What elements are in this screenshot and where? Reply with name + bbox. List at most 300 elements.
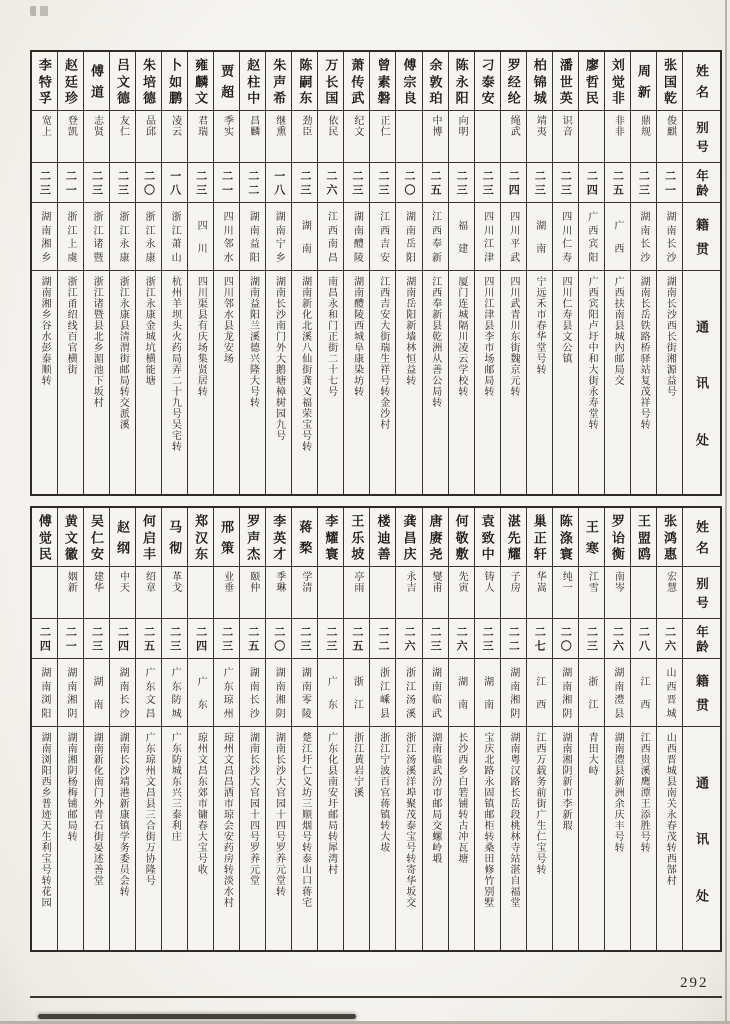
address-cell: 湖南长沙大官园十四号罗养元堂转 xyxy=(266,726,291,950)
person-column xyxy=(422,508,448,950)
alias-cell xyxy=(188,566,213,618)
age-cell: 二 一 xyxy=(214,162,239,202)
alias-cell xyxy=(396,110,421,162)
address-cell: 广东防城东兴三泰利庄 xyxy=(162,726,187,950)
native-place-cell: 广 西 宾 阳 xyxy=(579,202,604,270)
person-column xyxy=(552,52,578,494)
name-cell: 黄 文 徽 xyxy=(62,514,78,560)
name-cell: 曾 素 磐 xyxy=(375,58,391,104)
native-place-cell: 湖 南 醴 陵 xyxy=(344,202,369,270)
age-cell: 二 二 xyxy=(240,162,265,202)
native-place-cell: 广 东 xyxy=(318,658,343,726)
name-cell: 刘 觉 非 xyxy=(609,58,625,104)
person-column xyxy=(343,508,369,950)
native-place-cell: 浙 江 xyxy=(344,658,369,726)
alias-cell: 革戈 xyxy=(162,566,187,618)
age-cell: 二 三 xyxy=(318,618,343,658)
age-cell: 二 五 xyxy=(344,618,369,658)
alias-cell xyxy=(579,110,604,162)
name-cell: 王 乐 坡 xyxy=(349,514,365,560)
address-cell: 南昌永和门正街二十七号 xyxy=(318,270,343,494)
name-cell: 万 长 国 xyxy=(323,58,339,104)
age-cell: 二 三 xyxy=(449,162,474,202)
person-column xyxy=(526,508,552,950)
age-cell: 二 五 xyxy=(240,618,265,658)
address-cell: 浙江诸暨县北乡湄池下坂村 xyxy=(84,270,109,494)
alias-cell: 纯一 xyxy=(553,566,578,618)
alias-cell xyxy=(631,566,656,618)
native-place-cell: 广 东 琼 州 xyxy=(214,658,239,726)
age-cell: 二 四 xyxy=(32,618,57,658)
scan-artifact-bottom-streak xyxy=(38,1014,356,1019)
person-column xyxy=(109,52,135,494)
name-cell: 郑 汉 东 xyxy=(193,514,209,560)
person-column xyxy=(83,508,109,950)
person-column xyxy=(187,52,213,494)
native-place-cell: 四 川 仁 寿 xyxy=(553,202,578,270)
alias-cell: 江雪 xyxy=(579,566,604,618)
person-column xyxy=(552,508,578,950)
alias-cell: 绳武 xyxy=(501,110,526,162)
name-cell: 湛 先 耀 xyxy=(505,514,521,560)
person-column xyxy=(265,52,291,494)
person-column xyxy=(369,52,395,494)
person-column xyxy=(604,508,630,950)
address-cell: 湖南湘阴新市李新瑕 xyxy=(553,726,578,950)
person-column xyxy=(422,52,448,494)
age-cell: 二 〇 xyxy=(553,618,578,658)
native-place-cell: 浙 江 永 康 xyxy=(136,202,161,270)
age-cell: 二 三 xyxy=(162,618,187,658)
alias-cell: 识音 xyxy=(553,110,578,162)
name-cell: 朱 培 德 xyxy=(141,58,157,104)
age-cell: 二 五 xyxy=(605,162,630,202)
person-column xyxy=(578,52,604,494)
directory-table-2 xyxy=(30,506,722,952)
alias-cell: 宽上 xyxy=(32,110,57,162)
age-cell: 二 三 xyxy=(631,162,656,202)
native-place-cell: 浙 江 诸 暨 xyxy=(84,202,109,270)
name-cell: 周 新 xyxy=(635,63,651,99)
age-cell: 二 三 xyxy=(110,162,135,202)
address-cell: 浙江永康县清渭街邮局转交派溪 xyxy=(110,270,135,494)
header-name-cell: 姓 名 xyxy=(694,519,709,555)
alias-cell: 登凯 xyxy=(58,110,83,162)
alias-cell: 靖夷 xyxy=(527,110,552,162)
name-cell: 廖 哲 民 xyxy=(583,58,599,104)
address-cell: 湖南澧县新洲余庆丰号转 xyxy=(605,726,630,950)
alias-cell: 颐仲 xyxy=(240,566,265,618)
name-cell: 楼 迪 善 xyxy=(375,514,391,560)
alias-cell: 季实 xyxy=(214,110,239,162)
alias-cell: 学清 xyxy=(292,566,317,618)
name-cell: 袁 致 中 xyxy=(479,514,495,560)
address-cell: 杭州羊坝头火药局弄二十九号吴宅转 xyxy=(162,270,187,494)
header-age-cell: 年 龄 xyxy=(683,162,720,202)
native-place-cell: 四 川 xyxy=(188,202,213,270)
person-column xyxy=(317,508,343,950)
address-cell: 四川渠县有庆场集贤居转 xyxy=(188,270,213,494)
person-column xyxy=(630,52,656,494)
age-cell: 二 四 xyxy=(579,162,604,202)
native-place-cell: 江 西 吉 安 xyxy=(370,202,395,270)
native-place-cell: 四 川 邻 水 xyxy=(214,202,239,270)
native-place-cell: 湖 南 xyxy=(475,658,500,726)
age-cell: 二 四 xyxy=(110,618,135,658)
person-column xyxy=(187,508,213,950)
header-native-cell: 籍 贯 xyxy=(683,202,720,270)
age-cell: 二 〇 xyxy=(266,618,291,658)
address-cell: 厦门连城隔川凌云学校转 xyxy=(449,270,474,494)
age-cell: 二 三 xyxy=(423,618,448,658)
person-column xyxy=(32,508,57,950)
name-cell: 何 启 丰 xyxy=(141,514,157,560)
age-cell: 二 三 xyxy=(84,162,109,202)
person-column xyxy=(213,508,239,950)
address-cell: 湖南醴陵西城阜康染坊转 xyxy=(344,270,369,494)
native-place-cell: 湖 南 xyxy=(527,202,552,270)
age-cell: 二 四 xyxy=(188,618,213,658)
alias-cell: 业垂 xyxy=(214,566,239,618)
native-place-cell: 湖 南 澧 县 xyxy=(605,658,630,726)
alias-cell xyxy=(370,566,395,618)
native-place-cell: 广 东 xyxy=(188,658,213,726)
alias-cell: 继熏 xyxy=(266,110,291,162)
native-place-cell: 浙 江 永 康 xyxy=(110,202,135,270)
native-place-cell: 江 西 南 昌 xyxy=(318,202,343,270)
name-cell: 李 英 才 xyxy=(271,514,287,560)
person-column xyxy=(57,508,83,950)
header-age-cell: 年 龄 xyxy=(683,618,720,658)
native-place-cell: 浙 江 嵊 县 xyxy=(370,658,395,726)
native-place-cell: 湖 南 湘 乡 xyxy=(32,202,57,270)
address-cell: 广西扶南县城内邮局交 xyxy=(605,270,630,494)
address-cell: 广西宾阳卢圩中和大街永寿堂转 xyxy=(579,270,604,494)
address-cell: 湖南湘乡谷水彭泰顺转 xyxy=(32,270,57,494)
address-cell: 四川邻水县龙安场 xyxy=(214,270,239,494)
native-place-cell: 湖 南 长 沙 xyxy=(240,658,265,726)
person-column xyxy=(474,508,500,950)
header-alias-cell: 别 号 xyxy=(683,110,720,162)
native-place-cell: 浙 江 xyxy=(579,658,604,726)
address-cell: 琼州文昌东郊市镛春大宝号收 xyxy=(188,726,213,950)
name-cell: 王 寒 xyxy=(583,519,599,555)
age-cell: 二 六 xyxy=(657,618,682,658)
alias-cell: 中天 xyxy=(110,566,135,618)
native-place-cell: 湖 南 xyxy=(84,658,109,726)
alias-cell: 亭雨 xyxy=(344,566,369,618)
native-place-cell: 浙 江 萧 山 xyxy=(162,202,187,270)
name-cell: 雍 麟 文 xyxy=(193,58,209,104)
age-cell: 二 三 xyxy=(579,618,604,658)
person-column xyxy=(656,52,682,494)
address-cell: 浙江黄岩宁溪 xyxy=(344,726,369,950)
name-cell: 罗 诒 衡 xyxy=(609,514,625,560)
age-cell: 二 一 xyxy=(58,162,83,202)
person-column xyxy=(395,508,421,950)
native-place-cell: 浙 江 汤 溪 xyxy=(396,658,421,726)
native-place-cell: 湖 南 临 武 xyxy=(423,658,448,726)
name-cell: 陈 永 阳 xyxy=(453,58,469,104)
alias-cell: 宏慧 xyxy=(657,566,682,618)
person-column xyxy=(604,52,630,494)
alias-cell xyxy=(475,110,500,162)
name-cell: 龚 昌 庆 xyxy=(401,514,417,560)
person-column xyxy=(500,52,526,494)
address-cell: 青田大峙 xyxy=(579,726,604,950)
alias-cell: 非非 xyxy=(605,110,630,162)
address-cell: 广东琼州文昌县三合街万协隆号 xyxy=(136,726,161,950)
address-cell: 浙江汤溪洋埠聚茂泰宝号转寄华坂交 xyxy=(396,726,421,950)
native-place-cell: 湖 南 湘 阴 xyxy=(553,658,578,726)
person-column xyxy=(265,508,291,950)
name-cell: 余 敦 珀 xyxy=(427,58,443,104)
native-place-cell: 湖 南 湘 阴 xyxy=(266,658,291,726)
age-cell: 二 三 xyxy=(475,618,500,658)
address-cell: 湖南长沙南门外大鹅塘樟树园九号 xyxy=(266,270,291,494)
address-cell: 四川江津县李市场邮局转 xyxy=(475,270,500,494)
native-place-cell: 山 西 晋 城 xyxy=(657,658,682,726)
age-cell: 二 六 xyxy=(396,618,421,658)
person-column xyxy=(213,52,239,494)
address-cell: 浙江宁波百官蒋镇转大坺 xyxy=(370,726,395,950)
header-alias-cell: 别 号 xyxy=(683,566,720,618)
native-place-cell: 湖 南 长 沙 xyxy=(110,658,135,726)
alias-cell: 俊麒 xyxy=(657,110,682,162)
address-cell: 浙江甬绍线百官横街 xyxy=(58,270,83,494)
name-cell: 卜 如 鹏 xyxy=(167,58,183,104)
address-cell: 湖南临武汾市邮局交螺岭塅 xyxy=(423,726,448,950)
person-column xyxy=(135,508,161,950)
age-cell: 二 三 xyxy=(292,618,317,658)
name-cell: 王 盟 鸥 xyxy=(635,514,651,560)
name-cell: 罗 声 杰 xyxy=(245,514,261,560)
address-cell: 湖南浏阳西乡普迹天生利宝号转花园 xyxy=(32,726,57,950)
name-cell: 陈 嗣 东 xyxy=(297,58,313,104)
native-place-cell: 湖 南 长 沙 xyxy=(657,202,682,270)
address-cell: 湖南长沙西长街湘源益号 xyxy=(657,270,682,494)
address-cell: 长沙西乡白箬铺转古冲瓦塘 xyxy=(449,726,474,950)
person-column xyxy=(291,508,317,950)
alias-cell: 永吉 xyxy=(396,566,421,618)
alias-cell: 建华 xyxy=(84,566,109,618)
name-cell: 李 耀 寰 xyxy=(323,514,339,560)
name-cell: 张 鸿 惠 xyxy=(661,514,677,560)
address-cell: 湖南益阳兰溪德兴隆大号转 xyxy=(240,270,265,494)
age-cell: 二 一 xyxy=(58,618,83,658)
alias-cell: 品邱 xyxy=(136,110,161,162)
person-column xyxy=(500,508,526,950)
address-cell: 湖南长沙靖港新康镇学务委员会转 xyxy=(110,726,135,950)
name-cell: 萧 传 武 xyxy=(349,58,365,104)
alias-cell: 先寅 xyxy=(449,566,474,618)
name-cell: 吕 文 德 xyxy=(114,58,130,104)
age-cell: 二 三 xyxy=(292,162,317,202)
address-cell: 琼州文昌昌洒市琼会安药房转淡水村 xyxy=(214,726,239,950)
alias-cell xyxy=(318,566,343,618)
name-cell: 张 国 乾 xyxy=(661,58,677,104)
age-cell: 二 八 xyxy=(631,618,656,658)
person-column xyxy=(239,508,265,950)
age-cell: 二 七 xyxy=(527,618,552,658)
alias-cell: 绍章 xyxy=(136,566,161,618)
native-place-cell: 四 川 江 津 xyxy=(475,202,500,270)
address-cell: 湖南粤汉路长岳段桃林寺站湛自福堂 xyxy=(501,726,526,950)
name-cell: 邢 策 xyxy=(219,519,235,555)
native-place-cell: 四 川 平 武 xyxy=(501,202,526,270)
alias-cell: 劲臣 xyxy=(292,110,317,162)
name-cell: 柏 锦 城 xyxy=(531,58,547,104)
address-cell: 江西万载务前街广生仁宝号转 xyxy=(527,726,552,950)
age-cell: 二 六 xyxy=(449,618,474,658)
name-cell: 傅 觉 民 xyxy=(36,514,52,560)
person-column xyxy=(32,52,57,494)
name-cell: 马 彻 xyxy=(167,519,183,555)
address-cell: 浙江永康金城坑横能塘 xyxy=(136,270,161,494)
alias-cell: 依民 xyxy=(318,110,343,162)
footer-rule xyxy=(30,996,722,998)
alias-cell: 志贤 xyxy=(84,110,109,162)
person-column xyxy=(656,508,682,950)
age-cell: 一 八 xyxy=(266,162,291,202)
native-place-cell: 广 东 防 城 xyxy=(162,658,187,726)
person-column xyxy=(578,508,604,950)
name-cell: 朱 声 希 xyxy=(271,58,287,104)
alias-cell: 铸人 xyxy=(475,566,500,618)
address-cell: 湖南湘阴杨梅铺邮局转 xyxy=(58,726,83,950)
header-native-cell: 籍 贯 xyxy=(683,658,720,726)
alias-cell: 季琳 xyxy=(266,566,291,618)
person-column xyxy=(239,52,265,494)
alias-cell: 中博 xyxy=(423,110,448,162)
alias-cell: 君瑞 xyxy=(188,110,213,162)
native-place-cell: 广 东 文 昌 xyxy=(136,658,161,726)
address-cell: 湖南长岳铁路桥驿站复茂祥号转 xyxy=(631,270,656,494)
age-cell: 二 〇 xyxy=(136,162,161,202)
age-cell: 二 三 xyxy=(527,162,552,202)
person-column xyxy=(474,52,500,494)
age-cell: 二 三 xyxy=(553,162,578,202)
name-cell: 李 特 孚 xyxy=(36,58,52,104)
person-column xyxy=(161,52,187,494)
header-column xyxy=(682,508,720,950)
address-cell: 湖南岳阳新墙林恒益转 xyxy=(396,270,421,494)
native-place-cell: 广 西 xyxy=(605,202,630,270)
scan-artifact-topleft xyxy=(30,6,56,16)
header-address-cell: 通 讯 处 xyxy=(683,270,720,494)
name-cell: 吴 仁 安 xyxy=(88,514,104,560)
person-column xyxy=(57,52,83,494)
person-column xyxy=(448,52,474,494)
address-cell: 江西奉新县乾洲从善公局转 xyxy=(423,270,448,494)
name-cell: 潘 世 英 xyxy=(557,58,573,104)
native-place-cell: 江 西 奉 新 xyxy=(423,202,448,270)
address-cell: 广东化县南安圩邮局转犀湾村 xyxy=(318,726,343,950)
name-cell: 巢 正 轩 xyxy=(531,514,547,560)
native-place-cell: 湖 南 岳 阳 xyxy=(396,202,421,270)
alias-cell: 鼎规 xyxy=(631,110,656,162)
age-cell: 二 二 xyxy=(501,618,526,658)
alias-cell: 子房 xyxy=(501,566,526,618)
alias-cell: 燮甫 xyxy=(423,566,448,618)
native-place-cell: 湖 南 湘 阴 xyxy=(501,658,526,726)
header-address-cell: 通 讯 处 xyxy=(683,726,720,950)
scan-artifact-right-edge xyxy=(725,0,727,1024)
name-cell: 赵 廷 珍 xyxy=(62,58,78,104)
alias-cell: 友仁 xyxy=(110,110,135,162)
native-place-cell: 湖 南 xyxy=(449,658,474,726)
native-place-cell: 湖 南 宁 乡 xyxy=(266,202,291,270)
alias-cell: 华嵩 xyxy=(527,566,552,618)
age-cell: 二 三 xyxy=(32,162,57,202)
age-cell: 二 六 xyxy=(605,618,630,658)
age-cell: 二 一 xyxy=(657,162,682,202)
person-column xyxy=(630,508,656,950)
person-column xyxy=(369,508,395,950)
person-column xyxy=(135,52,161,494)
alias-cell: 向明 xyxy=(449,110,474,162)
person-column xyxy=(109,508,135,950)
name-cell: 陈 涤 寰 xyxy=(557,514,573,560)
age-cell: 二 六 xyxy=(318,162,343,202)
name-cell: 傅 宗 良 xyxy=(401,58,417,104)
address-cell: 楚江圩仁义坊三顺烟号转泰山口蒋宅 xyxy=(292,726,317,950)
alias-cell: 凌云 xyxy=(162,110,187,162)
age-cell: 二 〇 xyxy=(396,162,421,202)
alias-cell xyxy=(32,566,57,618)
person-column xyxy=(526,52,552,494)
person-column xyxy=(395,52,421,494)
age-cell: 二 三 xyxy=(214,618,239,658)
native-place-cell: 江 西 xyxy=(631,658,656,726)
address-cell: 宝庆北路永固镇邮柜转桑田修竹别墅 xyxy=(475,726,500,950)
native-place-cell: 湖 南 益 阳 xyxy=(240,202,265,270)
native-place-cell: 福 建 xyxy=(449,202,474,270)
address-cell: 江西贵溪鹰潭王添胜号转 xyxy=(631,726,656,950)
address-cell: 宁远禾市春华堂号转 xyxy=(527,270,552,494)
person-column xyxy=(161,508,187,950)
person-column xyxy=(83,52,109,494)
name-cell: 罗 经 纶 xyxy=(505,58,521,104)
native-place-cell: 江 西 xyxy=(527,658,552,726)
name-cell: 刁 泰 安 xyxy=(479,58,495,104)
name-cell: 何 敬 敷 xyxy=(453,514,469,560)
native-place-cell: 湖 南 xyxy=(292,202,317,270)
alias-cell: 正仁 xyxy=(370,110,395,162)
age-cell: 二 二 xyxy=(370,618,395,658)
address-cell: 湖南新化南门外青石街晏述善堂 xyxy=(84,726,109,950)
native-place-cell: 湖 南 湘 阴 xyxy=(58,658,83,726)
name-cell: 贾 超 xyxy=(219,63,235,99)
address-cell: 湖南长沙大官园十四号罗养元堂 xyxy=(240,726,265,950)
alias-cell: 姻新 xyxy=(58,566,83,618)
directory-table-1 xyxy=(30,50,722,496)
age-cell: 二 三 xyxy=(344,162,369,202)
address-cell: 江西吉安大街瑞生祥号转金沙村 xyxy=(370,270,395,494)
name-cell: 赵 柱 中 xyxy=(245,58,261,104)
age-cell: 一 八 xyxy=(162,162,187,202)
name-cell: 唐 赓 尧 xyxy=(427,514,443,560)
native-place-cell: 湖 南 浏 阳 xyxy=(32,658,57,726)
person-column xyxy=(448,508,474,950)
name-cell: 赵 纲 xyxy=(114,519,130,555)
alias-cell: 南岑 xyxy=(605,566,630,618)
age-cell: 二 三 xyxy=(370,162,395,202)
age-cell: 二 四 xyxy=(501,162,526,202)
address-cell: 四川仁寿县文公镇 xyxy=(553,270,578,494)
address-cell: 山西晋城县南关永春茂转西郜村 xyxy=(657,726,682,950)
native-place-cell: 浙 江 上 虞 xyxy=(58,202,83,270)
